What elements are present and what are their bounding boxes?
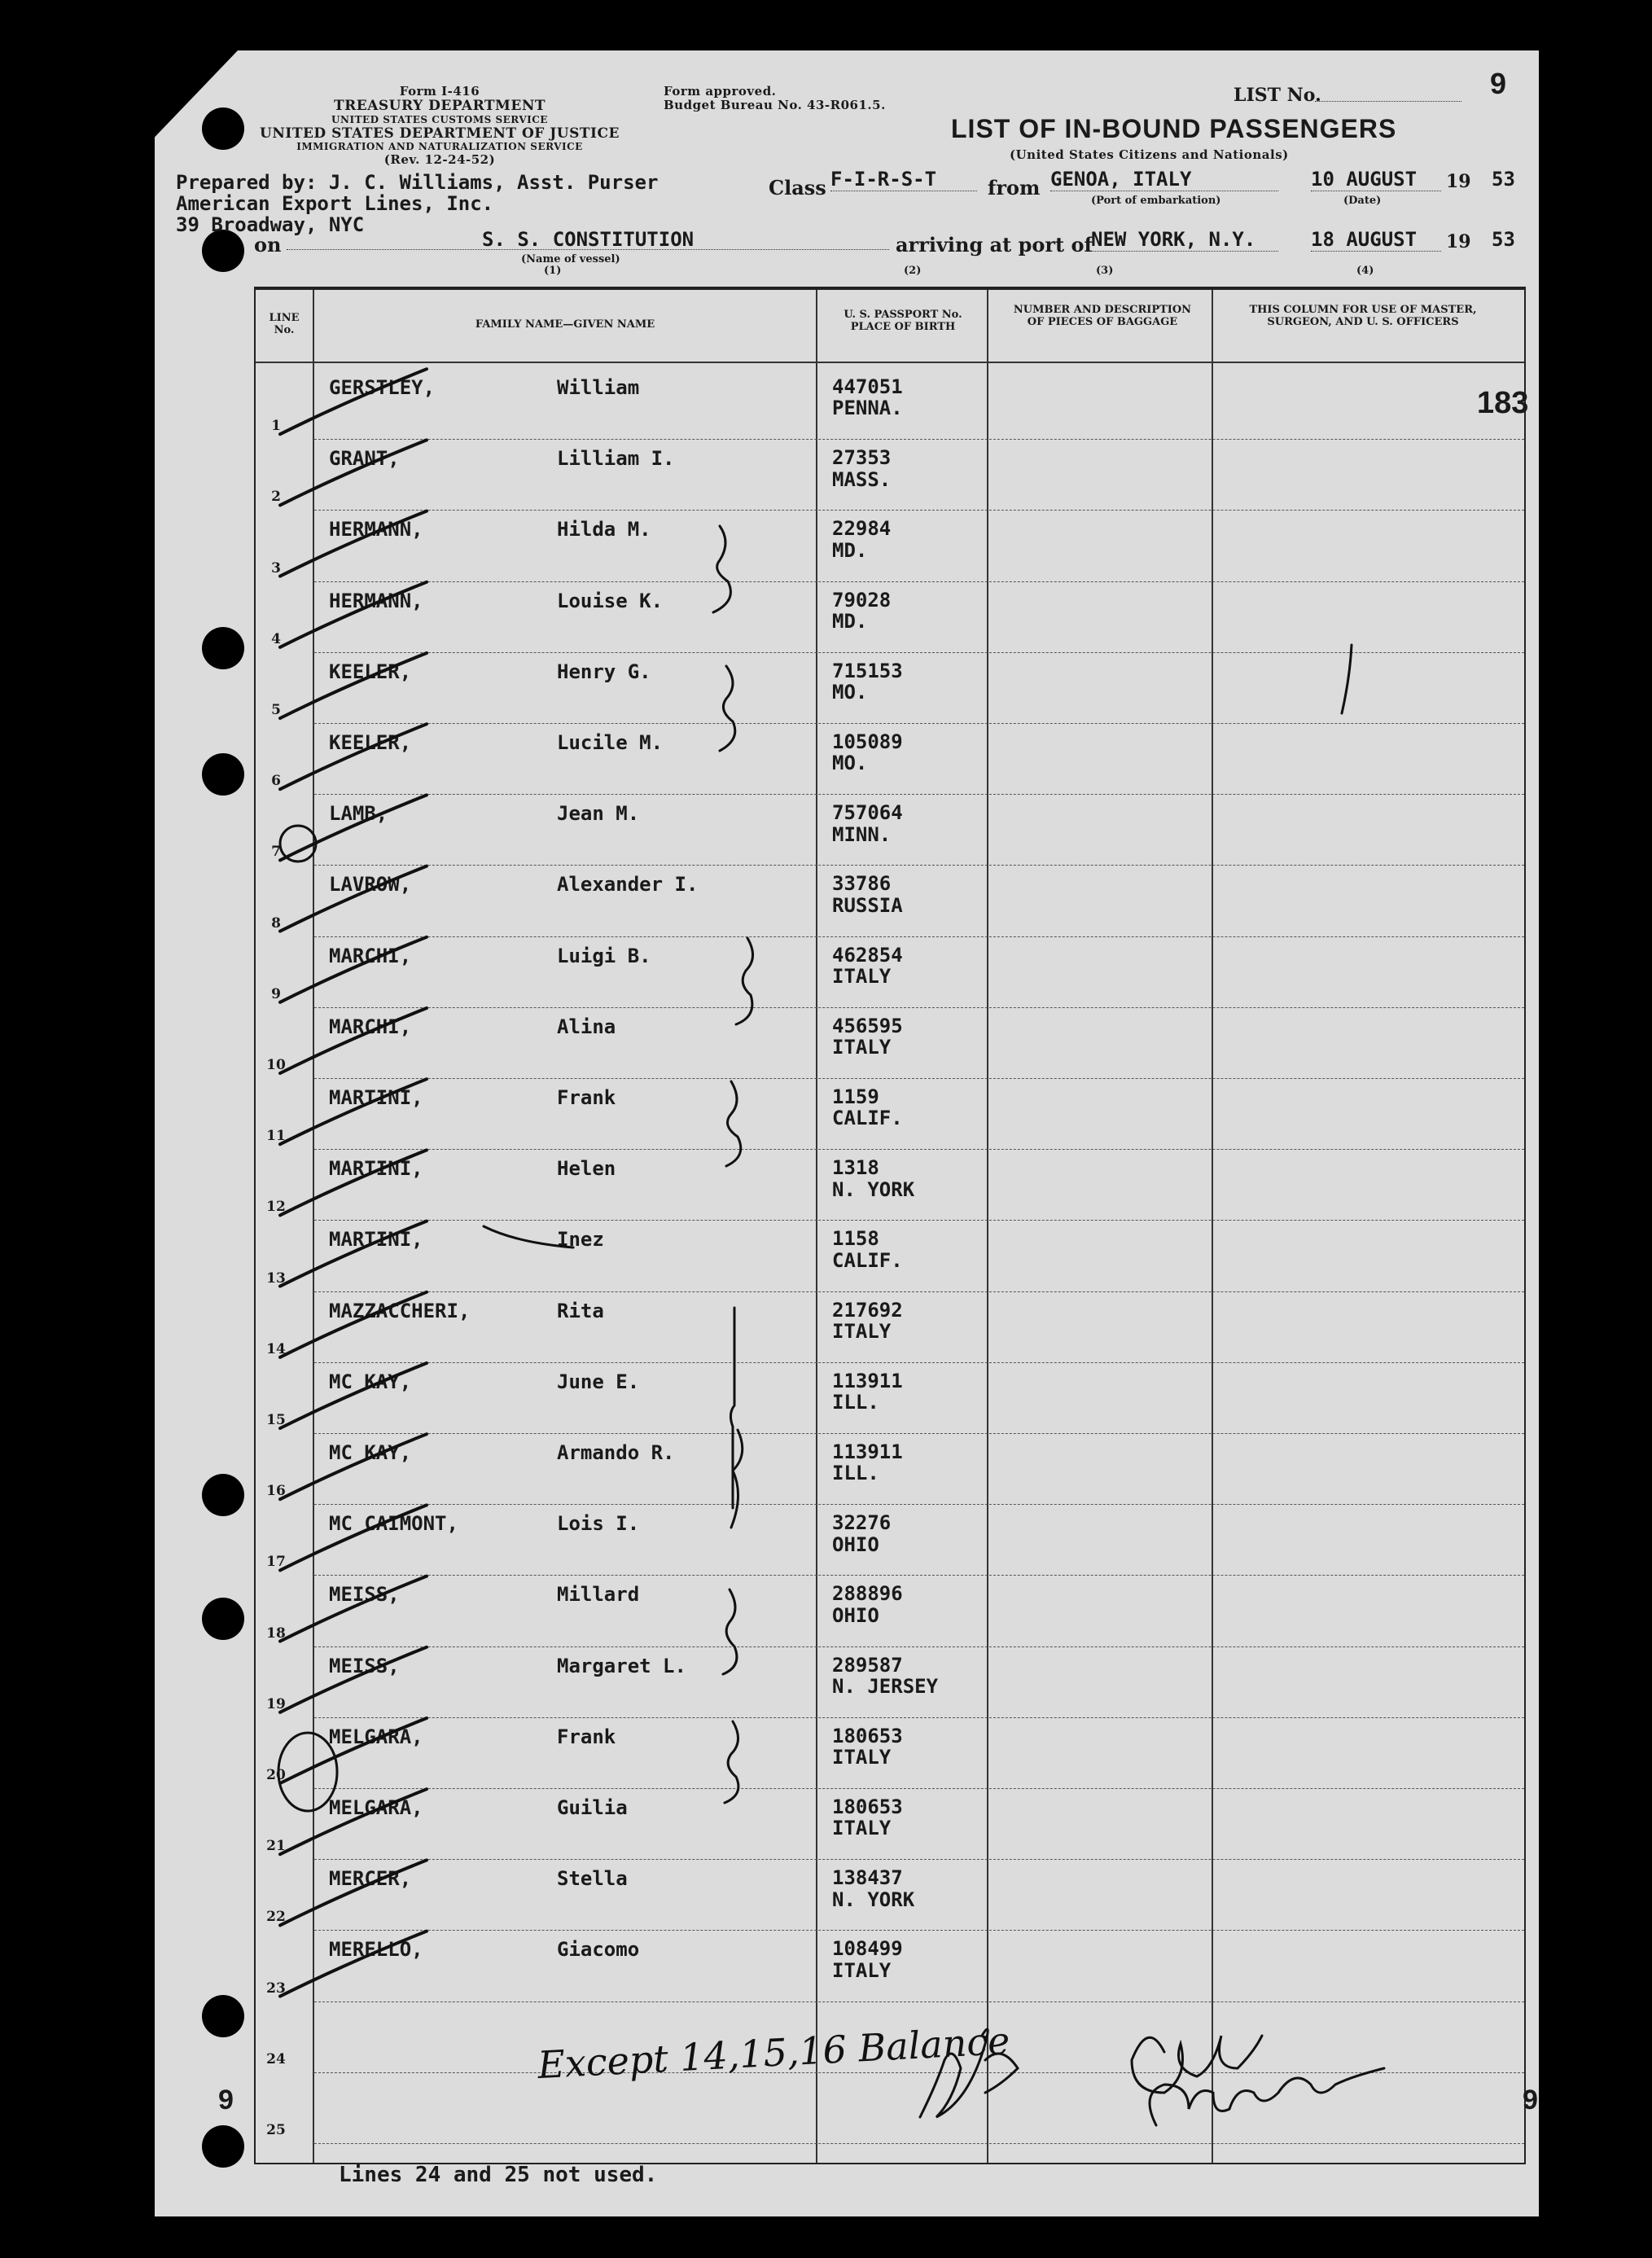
family-bracket-icon: [713, 526, 730, 612]
check-stroke-icon: [280, 369, 427, 434]
line-number: 18: [266, 1624, 286, 1642]
departure-date: 10 AUGUST: [1311, 168, 1441, 191]
line-company: American Export Lines, Inc.: [176, 192, 494, 215]
line-number: 19: [266, 1695, 286, 1712]
column-2-caption: (2): [904, 265, 922, 277]
given-name: Rita: [557, 1299, 604, 1322]
handwritten-note: Except 14,15,16 Balance: [536, 2018, 1011, 2088]
given-name: Millard: [557, 1583, 640, 1607]
check-stroke-icon: [280, 1292, 427, 1357]
place-of-birth: ILL.: [832, 1391, 879, 1414]
form-title: LIST OF IN-BOUND PASSENGERS: [951, 114, 1397, 143]
family-name: LAVROW,: [329, 873, 412, 897]
check-stroke-icon: [280, 1008, 427, 1073]
col-header-officers: THIS COLUMN FOR USE OF MASTER, SURGEON, AND U. S. OFFICERS: [1249, 304, 1477, 328]
line-number: 17: [266, 1554, 286, 1571]
punch-hole: [202, 627, 244, 669]
circled-line-icon: [278, 1733, 337, 1811]
given-name: Henry G.: [557, 660, 651, 683]
place-of-birth: ILL.: [832, 1462, 879, 1485]
place-of-birth: MINN.: [832, 822, 892, 846]
place-of-birth: PENNA.: [832, 397, 903, 420]
line-number: 11: [266, 1128, 286, 1145]
tick-mark-icon: [1342, 645, 1352, 713]
family-bracket-icon: [725, 1721, 738, 1803]
place-of-birth: MASS.: [832, 467, 892, 491]
family-name: MARTINI,: [329, 1086, 423, 1109]
line-number: 5: [271, 701, 281, 718]
passport-number: 289587: [832, 1653, 903, 1677]
place-of-birth: MO.: [832, 752, 868, 775]
port-embark-caption: (Port of embarkation): [1091, 195, 1221, 207]
given-name: Frank: [557, 1086, 616, 1109]
col-header-name: FAMILY NAME—GIVEN NAME: [475, 318, 655, 331]
passport-number: 757064: [832, 801, 903, 825]
place-of-birth: N. JERSEY: [832, 1674, 939, 1698]
given-name: William: [557, 376, 640, 399]
from-label: from: [988, 176, 1041, 199]
passport-number: 138437: [832, 1866, 903, 1890]
check-stroke-icon: [280, 1718, 427, 1783]
line-number: 4: [271, 630, 281, 647]
family-name: MC KAY,: [329, 1370, 412, 1393]
given-name: Lois I.: [557, 1512, 640, 1536]
port-of-embarkation: GENOA, ITALY: [1050, 168, 1278, 191]
form-approved: Form approved.: [664, 84, 777, 99]
given-name: Lucile M.: [557, 731, 664, 754]
place-of-birth: ITALY: [832, 1746, 892, 1769]
place-of-birth: CALIF.: [832, 1248, 903, 1272]
place-of-birth: OHIO: [832, 1603, 879, 1627]
passport-number: 288896: [832, 1582, 903, 1606]
tick-mark-icon: [484, 1226, 573, 1247]
place-of-birth: ITALY: [832, 964, 892, 988]
check-stroke-icon: [280, 937, 427, 1002]
line-number: 6: [271, 773, 281, 790]
check-stroke-icon: [280, 724, 427, 789]
punch-hole: [202, 1474, 244, 1516]
line-number: 25: [266, 2121, 286, 2138]
place-of-birth: OHIO: [832, 1532, 879, 1556]
departure-year-prefix: 19: [1446, 171, 1471, 192]
passport-number: 217692: [832, 1298, 903, 1322]
page-mark-left: 9: [218, 2085, 234, 2116]
punch-hole: [202, 1598, 244, 1640]
handwritten-marks: [256, 290, 1524, 2163]
check-stroke-icon: [280, 1647, 427, 1712]
budget-block: [664, 85, 886, 113]
check-stroke-icon: [280, 1150, 427, 1215]
family-bracket-icon: [736, 938, 753, 1024]
given-name: Armando R.: [557, 1441, 675, 1464]
given-name: Margaret L.: [557, 1654, 686, 1677]
family-name: GERSTLEY,: [329, 376, 436, 399]
on-label: on: [254, 233, 282, 256]
passport-number: 1159: [832, 1085, 879, 1108]
passport-number: 108499: [832, 1937, 903, 1961]
column-3-caption: (3): [1096, 265, 1114, 277]
passport-number: 456595: [832, 1014, 903, 1037]
vessel-caption: (Name of vessel): [521, 253, 620, 265]
passport-number: 1158: [832, 1227, 879, 1251]
given-name: Hilda M.: [557, 518, 651, 541]
check-stroke-icon: [280, 1221, 427, 1287]
passport-number: 462854: [832, 943, 903, 967]
family-name: KEELER,: [329, 731, 412, 754]
line-number: 14: [266, 1340, 286, 1357]
line-number: 16: [266, 1483, 286, 1500]
line-number: 20: [266, 1766, 286, 1783]
passport-number: 113911: [832, 1440, 903, 1463]
check-stroke-icon: [280, 440, 427, 505]
given-name: Louise K.: [557, 589, 664, 612]
given-name: Giacomo: [557, 1938, 640, 1962]
passport-number: 447051: [832, 375, 903, 398]
circled-line-icon: [280, 826, 316, 862]
family-bracket-icon: [723, 1589, 737, 1674]
given-name: Luigi B.: [557, 944, 651, 967]
family-bracket-icon: [730, 1308, 734, 1508]
passport-number: 79028: [832, 588, 892, 612]
passport-number: 105089: [832, 730, 903, 753]
arrival-year: 53: [1492, 228, 1515, 251]
given-name: Helen: [557, 1157, 616, 1181]
place-of-birth: N. YORK: [832, 1177, 915, 1201]
family-name: MERCER,: [329, 1867, 412, 1891]
arriving-label: arriving at port of: [896, 233, 1093, 256]
date-caption: (Date): [1343, 195, 1382, 207]
check-stroke-icon: [280, 1363, 427, 1428]
given-name: Stella: [557, 1867, 628, 1891]
place-of-birth: ITALY: [832, 1036, 892, 1059]
passport-number: 715153: [832, 659, 903, 682]
form-revision: (Rev. 12-24-52): [383, 151, 496, 167]
place-of-birth: RUSSIA: [832, 893, 903, 917]
family-name: MC KAY,: [329, 1441, 412, 1464]
column-4-caption: (4): [1356, 265, 1374, 277]
check-stroke-icon: [280, 866, 427, 932]
col-header-line-no: LINE No.: [269, 312, 300, 336]
check-stroke-icon: [280, 1576, 427, 1642]
family-name: HERMANN,: [329, 589, 423, 612]
check-stroke-icon: [280, 1505, 427, 1570]
given-name: Lilliam I.: [557, 447, 675, 471]
check-stroke-icon: [280, 582, 427, 647]
arrival-year-prefix: 19: [1446, 231, 1471, 252]
column-1-caption: (1): [544, 265, 562, 277]
passport-number: 180653: [832, 1795, 903, 1818]
list-no-value: 9: [1490, 67, 1507, 100]
given-name: Inez: [557, 1228, 604, 1252]
line-number: 22: [266, 1909, 286, 1926]
place-of-birth: ITALY: [832, 1817, 892, 1840]
family-bracket-icon: [720, 666, 735, 751]
punch-hole: [202, 753, 244, 796]
line-number: 15: [266, 1411, 286, 1428]
given-name: Jean M.: [557, 802, 640, 826]
passport-number: 180653: [832, 1724, 903, 1747]
family-name: GRANT,: [329, 447, 400, 471]
list-no-underline: [1315, 101, 1461, 102]
place-of-birth: CALIF.: [832, 1107, 903, 1130]
family-name: MELGARA,: [329, 1796, 423, 1819]
check-stroke-icon: [280, 1860, 427, 1925]
place-of-birth: MD.: [832, 538, 868, 562]
check-stroke-icon: [280, 1789, 427, 1854]
passport-number: 33786: [832, 872, 892, 896]
given-name: Frank: [557, 1725, 616, 1748]
check-stroke-icon: [280, 653, 427, 718]
line-number: 1: [271, 418, 281, 435]
punch-hole: [202, 2125, 244, 2168]
punch-hole: [202, 1995, 244, 2037]
check-stroke-icon: [280, 1434, 427, 1499]
place-of-birth: MO.: [832, 681, 868, 704]
line-number: 13: [266, 1269, 286, 1287]
check-stroke-icon: [280, 511, 427, 577]
line-number: 3: [271, 559, 281, 577]
company-address: 39 Broadway, NYC: [176, 213, 365, 236]
passport-number: 113911: [832, 1369, 903, 1392]
check-stroke-icon: [280, 1931, 427, 1997]
arrival-date: 18 AUGUST: [1311, 228, 1441, 252]
passport-number: 1318: [832, 1156, 879, 1180]
class-label: Class: [769, 176, 826, 199]
family-name: MEISS,: [329, 1654, 400, 1677]
class-value: F-I-R-S-T: [830, 168, 977, 191]
place-of-birth: ITALY: [832, 1958, 892, 1982]
col-header-passport: U. S. PASSPORT No. PLACE OF BIRTH: [844, 309, 962, 333]
line-number: 8: [271, 914, 281, 932]
passport-number: 27353: [832, 446, 892, 470]
given-name: Alina: [557, 1015, 616, 1038]
family-name: MARCHI,: [329, 944, 412, 967]
family-name: MARCHI,: [329, 1015, 412, 1038]
passport-number: 22984: [832, 517, 892, 541]
family-name: LAMB,: [329, 802, 388, 826]
line-number: 23: [266, 1980, 286, 1997]
form-subtitle: (United States Citizens and Nationals): [1010, 147, 1289, 162]
check-stroke-icon: [280, 795, 427, 860]
line-number: 12: [266, 1199, 286, 1216]
line-number: 7: [271, 844, 281, 861]
line-number: 21: [266, 1838, 286, 1855]
family-name: MELGARA,: [329, 1725, 423, 1748]
immigration-service: IMMIGRATION AND NATURALIZATION SERVICE: [296, 141, 583, 153]
customs-service: UNITED STATES CUSTOMS SERVICE: [331, 113, 548, 125]
line-number: 10: [266, 1056, 286, 1073]
given-name: June E.: [557, 1370, 640, 1393]
form-block: [252, 85, 627, 167]
prepared-by: Prepared by: J. C. Williams, Asst. Purser: [176, 171, 659, 194]
department-of-justice: UNITED STATES DEPARTMENT OF JUSTICE: [260, 125, 620, 142]
family-name: MC CAIMONT,: [329, 1512, 458, 1536]
family-name: MARTINI,: [329, 1157, 423, 1181]
family-name: HERMANN,: [329, 518, 423, 541]
budget-bureau-number: Budget Bureau No. 43-R061.5.: [664, 98, 886, 113]
place-of-birth: ITALY: [832, 1319, 892, 1343]
given-name: Guilia: [557, 1796, 628, 1819]
passport-number: 32276: [832, 1511, 892, 1535]
departure-year: 53: [1492, 168, 1515, 191]
place-of-birth: N. YORK: [832, 1888, 915, 1911]
vessel-name: S. S. CONSTITUTION: [482, 228, 695, 251]
check-stroke-icon: [280, 1079, 427, 1144]
treasury-department: TREASURY DEPARTMENT: [333, 98, 546, 115]
officer-signatures-icon: [887, 1987, 1506, 2150]
given-name: Alexander I.: [557, 873, 699, 897]
footer-note: Lines 24 and 25 not used.: [339, 2163, 658, 2187]
family-name: MARTINI,: [329, 1228, 423, 1252]
page-mark-right: 9: [1523, 2085, 1538, 2116]
family-name: KEELER,: [329, 660, 412, 683]
family-name: MERELLO,: [329, 1938, 423, 1962]
line-number: 2: [271, 489, 281, 506]
officer-count: 183: [1477, 386, 1529, 420]
punch-hole: [202, 107, 244, 150]
col-header-baggage: NUMBER AND DESCRIPTION OF PIECES OF BAGGAGE: [1013, 304, 1192, 328]
family-bracket-icon: [726, 1081, 741, 1166]
family-name: MEISS,: [329, 1583, 400, 1607]
line-number: 9: [271, 985, 281, 1002]
passenger-table: [254, 287, 1529, 2164]
place-of-birth: MD.: [832, 609, 868, 633]
arrival-port: NEW YORK, N.Y.: [1091, 228, 1278, 252]
list-no-label: LIST No.: [1234, 85, 1321, 106]
family-name: MAZZACCHERI,: [329, 1299, 471, 1322]
form-number: Form I-416: [399, 84, 480, 99]
line-number: 24: [266, 2050, 286, 2067]
